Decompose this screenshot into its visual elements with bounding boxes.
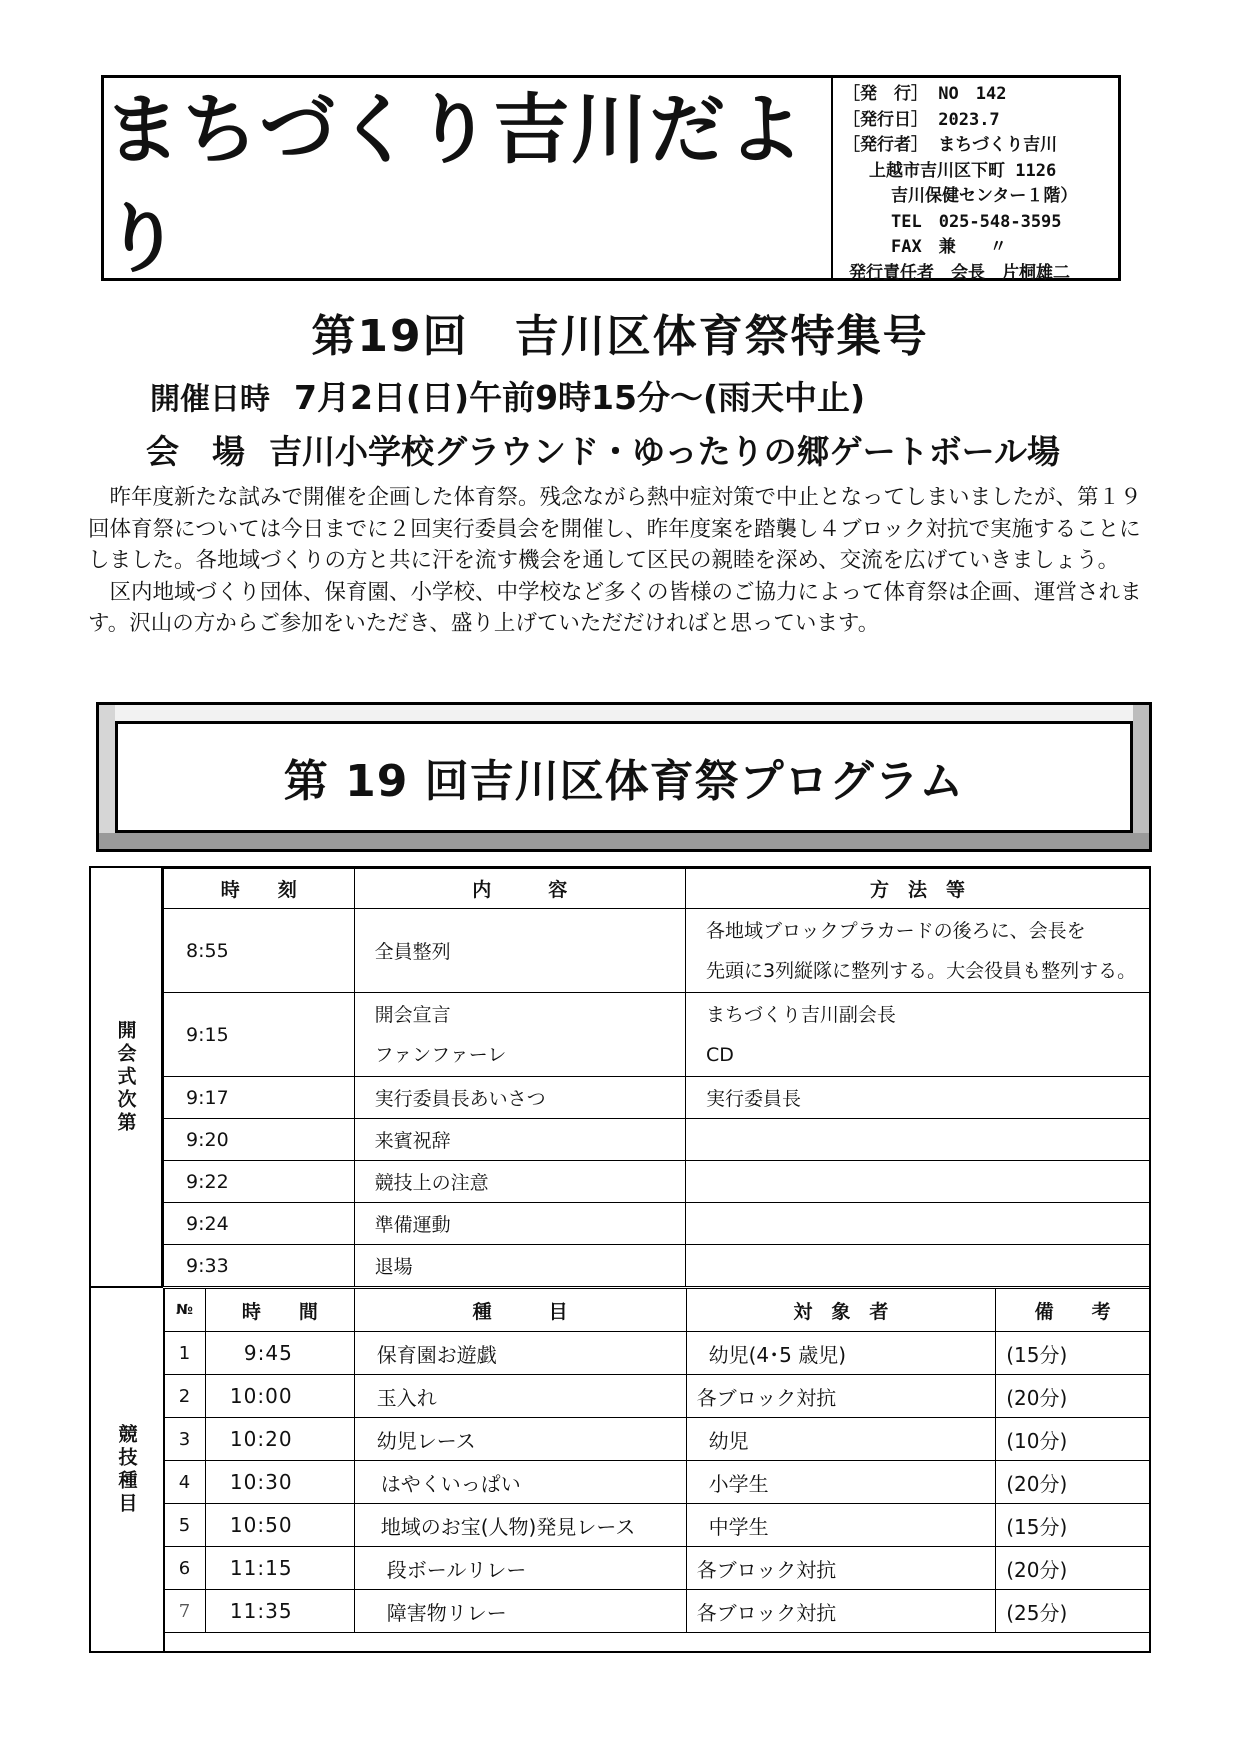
- table-row: [164, 1119, 1150, 1161]
- event-date-value: 7月2日(日)午前9時15分～(雨天中止): [294, 378, 866, 417]
- special-issue-headline: 第19回 吉川区体育祭特集号: [311, 311, 929, 362]
- method-cell: [686, 1203, 1150, 1245]
- table-row: [164, 1375, 1150, 1418]
- method-cell: まちづくり吉川副会長 CD: [686, 993, 1150, 1077]
- target-cell: 幼児(4･5 歳児): [686, 1332, 996, 1375]
- note-cell: (20分): [996, 1547, 1150, 1590]
- event-venue-line: [146, 426, 1060, 473]
- column-header: 対 象 者: [686, 1289, 996, 1332]
- column-header: 時 刻: [164, 869, 355, 909]
- table-row: [164, 1203, 1150, 1245]
- method-cell: [686, 1119, 1150, 1161]
- number-cell: 2: [164, 1375, 206, 1418]
- table-header-row: [164, 869, 1150, 909]
- time-cell: 11:35: [205, 1590, 354, 1633]
- time-cell: 10:50: [205, 1504, 354, 1547]
- target-cell: 各ブロック対抗: [686, 1590, 996, 1633]
- target-cell: 小学生: [686, 1461, 996, 1504]
- number-cell: 1: [164, 1332, 206, 1375]
- program-title-box: [115, 721, 1133, 833]
- number-cell: 6: [164, 1547, 206, 1590]
- masthead: [101, 75, 1121, 281]
- info-issue: ［発 行］ NO 142: [843, 84, 1007, 104]
- frame-bevel-left: [99, 705, 115, 849]
- table-row: [164, 1161, 1150, 1203]
- frame-bevel-right: [1133, 705, 1149, 849]
- frame-bevel-bottom: [99, 833, 1149, 849]
- table-header-row: [164, 1289, 1150, 1332]
- opening-ceremony-table: [163, 868, 1150, 1287]
- program-title: 第 19 回吉川区体育祭プログラム: [283, 756, 965, 807]
- content-cell: 来賓祝辞: [354, 1119, 685, 1161]
- time-cell: 9:33: [164, 1245, 355, 1287]
- schedule: [89, 866, 1151, 1653]
- time-cell: 10:30: [205, 1461, 354, 1504]
- time-cell: 9:45: [205, 1332, 354, 1375]
- event-venue-value: 吉川小学校グラウンド・ゆったりの郷ゲートボール場: [269, 432, 1061, 471]
- event-cell: 段ボールリレー: [354, 1547, 686, 1590]
- table-row: [164, 993, 1150, 1077]
- event-date-line: [150, 372, 865, 419]
- content-cell: 全員整列: [354, 909, 685, 993]
- time-cell: 10:20: [205, 1418, 354, 1461]
- time-cell: 8:55: [164, 909, 355, 993]
- target-cell: 幼児: [686, 1418, 996, 1461]
- info-fax: FAX 兼 〃: [891, 237, 1007, 257]
- method-cell: [686, 1161, 1150, 1203]
- column-header: 時 間: [205, 1289, 354, 1332]
- number-cell: 3: [164, 1418, 206, 1461]
- number-cell: 5: [164, 1504, 206, 1547]
- content-cell: 競技上の注意: [354, 1161, 685, 1203]
- table-row: [164, 1332, 1150, 1375]
- time-cell: 11:15: [205, 1547, 354, 1590]
- info-date: ［発行日］ 2023.7: [843, 109, 1000, 130]
- time-cell: 9:15: [164, 993, 355, 1077]
- event-cell: 保育園お遊戯: [354, 1332, 686, 1375]
- time-cell: 9:22: [164, 1161, 355, 1203]
- time-cell: 9:17: [164, 1077, 355, 1119]
- method-cell: 各地域ブロックプラカードの後ろに、会長を 先頭に3列縦隊に整列する。大会役員も整列する。: [686, 909, 1150, 993]
- content-cell: 開会宣言 ファンファーレ: [354, 993, 685, 1077]
- column-header: №: [164, 1289, 206, 1332]
- note-cell: (10分): [996, 1418, 1150, 1461]
- table-row: [164, 1418, 1150, 1461]
- table-row: [164, 1077, 1150, 1119]
- method-cell: [686, 1245, 1150, 1287]
- table-row: [164, 1245, 1150, 1287]
- opening-section-label: 開会式次第: [91, 868, 163, 1288]
- table-row: [164, 1461, 1150, 1504]
- column-header: 備 考: [996, 1289, 1150, 1332]
- event-date-label: 開催日時: [150, 382, 270, 417]
- target-cell: 中学生: [686, 1504, 996, 1547]
- table-row: [164, 909, 1150, 993]
- note-cell: (15分): [996, 1504, 1150, 1547]
- time-cell: 9:24: [164, 1203, 355, 1245]
- competition-events-table: [163, 1288, 1150, 1633]
- time-cell: 10:00: [205, 1375, 354, 1418]
- program-title-frame: [96, 702, 1152, 852]
- note-cell: (15分): [996, 1332, 1150, 1375]
- masthead-title-cell: [104, 78, 833, 283]
- content-cell: 準備運動: [354, 1203, 685, 1245]
- newsletter-title: まちづくり吉川だより: [104, 85, 806, 283]
- info-tel: TEL 025-548-3595: [891, 211, 1062, 232]
- frame-bevel-top: [99, 705, 1149, 721]
- method-cell: 実行委員長: [686, 1077, 1150, 1119]
- event-cell: 幼児レース: [354, 1418, 686, 1461]
- intro-text: [88, 482, 1148, 640]
- column-header: 内 容: [354, 869, 685, 909]
- info-address: 上越市吉川区下町 1126: [869, 160, 1057, 181]
- info-building: 吉川保健センター１階）: [891, 186, 1078, 206]
- note-cell: (25分): [996, 1590, 1150, 1633]
- event-cell: 地域のお宝(人物)発見レース: [354, 1504, 686, 1547]
- table-row: [164, 1504, 1150, 1547]
- info-publisher: ［発行者］ まちづくり吉川: [843, 135, 1058, 155]
- column-header: 種 目: [354, 1289, 686, 1332]
- target-cell: 各ブロック対抗: [686, 1547, 996, 1590]
- event-cell: はやくいっぱい: [354, 1461, 686, 1504]
- time-cell: 9:20: [164, 1119, 355, 1161]
- intro-paragraph: 区内地域づくり団体、保育園、小学校、中学校など多くの皆様のご協力によって体育祭は企画、運営されます。沢山の方からご参加をいただき、盛り上げていただだければと思っています。: [88, 579, 1142, 636]
- event-venue-label: 会 場: [146, 432, 245, 471]
- content-cell: 退場: [354, 1245, 685, 1287]
- event-cell: 障害物リレー: [354, 1590, 686, 1633]
- number-cell: 7: [164, 1590, 206, 1633]
- number-cell: 4: [164, 1461, 206, 1504]
- table-row: [164, 1547, 1150, 1590]
- intro-paragraph: 昨年度新たな試みで開催を企画した体育祭。残念ながら熱中症対策で中止となってしまいましたが、第１９回体育祭については今日までに２回実行委員会を開催し、昨年度案を踏襲し４ブロック対抗で実施することにしました。各地域づくりの方と共に汗を流す機会を通して区民の親睦を深め、交流を広げていきましょう。: [88, 485, 1142, 573]
- content-cell: 実行委員長あいさつ: [354, 1077, 685, 1119]
- note-cell: (20分): [996, 1461, 1150, 1504]
- publication-info: [833, 78, 1118, 283]
- event-cell: 玉入れ: [354, 1375, 686, 1418]
- column-header: 方 法 等: [686, 869, 1150, 909]
- events-section-label: 競技種目: [91, 1288, 165, 1651]
- info-responsible: 発行責任者 会長 片桐雄二: [849, 262, 1070, 283]
- table-row: [164, 1590, 1150, 1633]
- target-cell: 各ブロック対抗: [686, 1375, 996, 1418]
- note-cell: (20分): [996, 1375, 1150, 1418]
